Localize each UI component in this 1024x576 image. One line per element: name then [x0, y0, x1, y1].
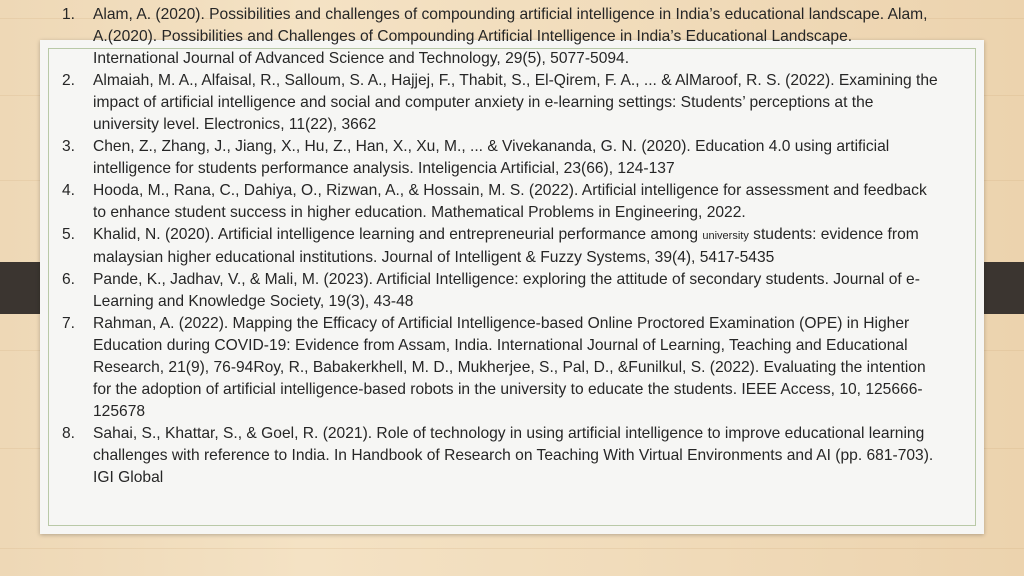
reference-text: Sahai, S., Khattar, S., & Goel, R. (2021). Role of technology in using artificial intelligence to improve educational learning challenges with reference to India. In Handbook of Research on Teaching With Virtual Environments and AI (pp. 681-703). IGI Global [93, 425, 934, 486]
reference-text: Almaiah, M. A., Alfaisal, R., Salloum, S. A., Hajjej, F., Thabit, S., El-Qirem, F. A., ... & AlMaroof, R. S. (2022). Examining the impact of artificial intelligence and social and computer anxiety in e-learning settings: Students’ perceptions at the university level. Electronics, 11(22), 3662 [93, 72, 938, 133]
reference-text: Chen, Z., Zhang, J., Jiang, X., Hu, Z., Han, X., Xu, M., ... & Vivekananda, G. N. (2020). Education 4.0 using artificial intelligence for students performance analysis. Inteligencia Artificial, 23(66), 124-137 [93, 138, 890, 177]
reference-text-part: Khalid, N. (2020). Artificial intelligence learning and entrepreneurial performance among [93, 226, 703, 243]
reference-item [62, 4, 942, 70]
reference-text: Rahman, A. (2022). Mapping the Efficacy of Artificial Intelligence-based Online Proctored Examination (OPE) in Higher Education during COVID-19: Evidence from Assam, India. International Journal of Learning, Teaching and Educational Research, 21(9), 76-94Roy, R., Babakerkhell, M. D., Mukherjee, S., Pal, D., &Funilkul, S. (2022). Evaluating the intention for the adoption of artificial intelligence-based robots in the university to educate the students. IEEE Access, 10, 125666-125678 [93, 315, 926, 420]
reference-number: 1. [62, 6, 76, 23]
reference-item [62, 224, 942, 269]
reference-number: 8. [62, 425, 76, 442]
reference-text-part: students: evidence from malaysian higher educational institutions. Journal of Intelligent & Fuzzy Systems, 39(4), 5417-5435 [93, 226, 919, 266]
reference-item [62, 70, 942, 136]
reference-text: Alam, A. (2020). Possibilities and challenges of compounding artificial intelligence in India’s educational landscape. Alam, A.(2020). Possibilities and Challenges of Compounding Artificial Intelligence in India’s Educational Landscape. International Journal of Advanced Science and Technology, 29(5), 5077-5094. [93, 6, 928, 67]
reference-number: 7. [62, 315, 76, 332]
reference-text-small: university [702, 230, 749, 242]
reference-item [62, 313, 942, 423]
reference-number: 6. [62, 271, 76, 288]
reference-number: 2. [62, 72, 76, 89]
reference-text [93, 226, 919, 266]
reference-number: 5. [62, 226, 76, 243]
reference-item [62, 269, 942, 313]
reference-list [62, 4, 942, 489]
reference-item [62, 180, 942, 224]
reference-number: 3. [62, 138, 76, 155]
reference-text: Hooda, M., Rana, C., Dahiya, O., Rizwan, A., & Hossain, M. S. (2022). Artificial intelligence for assessment and feedback to enhance student success in higher education. Mathematical Problems in Engineering, 2022. [93, 182, 927, 221]
reference-item [62, 136, 942, 180]
reference-item [62, 423, 942, 489]
reference-number: 4. [62, 182, 76, 199]
reference-text: Pande, K., Jadhav, V., & Mali, M. (2023). Artificial Intelligence: exploring the attitude of secondary students. Journal of e-Learning and Knowledge Society, 19(3), 43-48 [93, 271, 920, 310]
